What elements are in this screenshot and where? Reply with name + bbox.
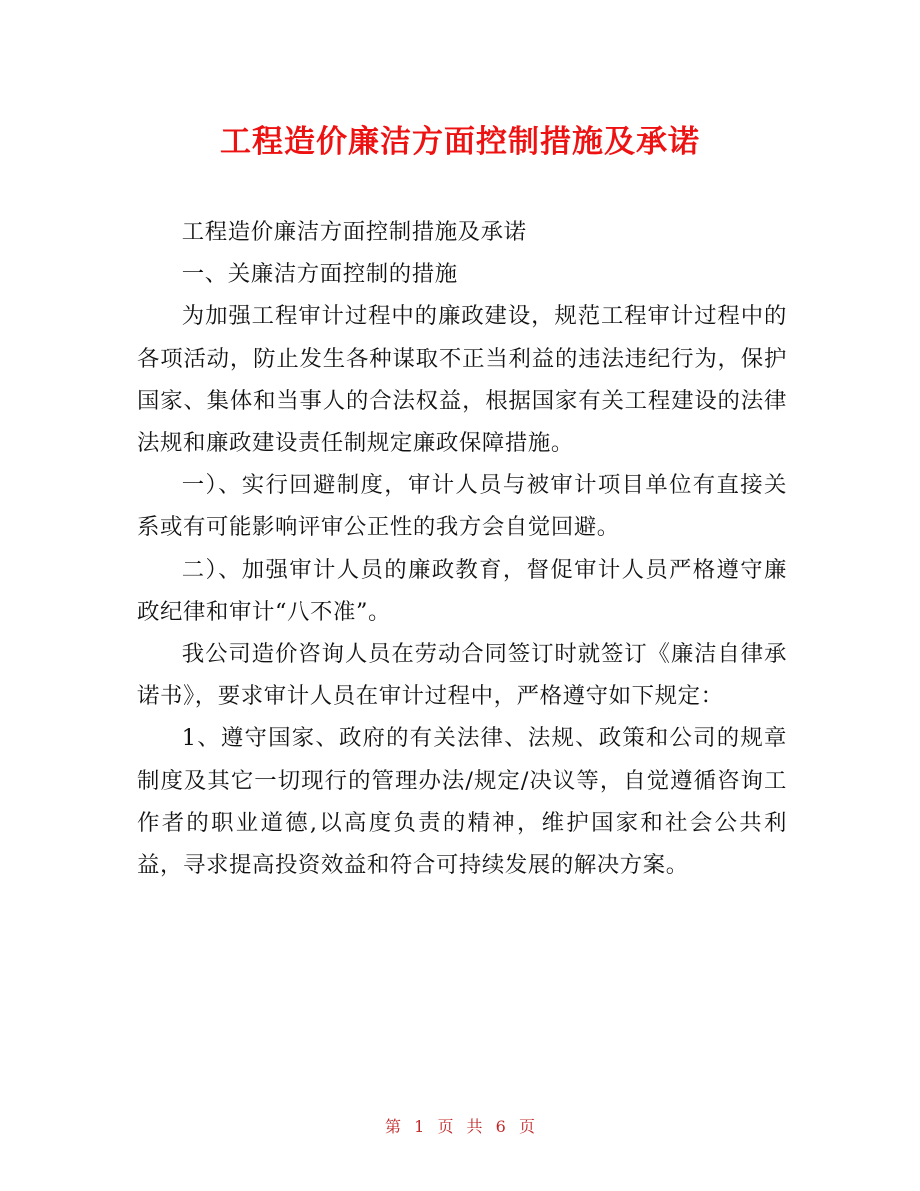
- paragraph-commitment: 我公司造价咨询人员在劳动合同签订时就签订《廉洁自律承诺书》，要求审计人员在审计过程中，严格遵守如下规定：: [137, 641, 787, 710]
- paragraph-rule-1: 1、遵守国家、政府的有关法律、法规、政策和公司的规章制度及其它一切现行的管理办法/规定/决议等，自觉遵循咨询工作者的职业道德,以高度负责的精神，维护国家和社会公共利益，寻求提高投资效益和符合可持续发展的解决方案。: [137, 725, 787, 879]
- paragraph-section-heading: 一、关廉洁方面控制的措施: [181, 261, 458, 288]
- footer-di: 第: [385, 1117, 402, 1136]
- footer-page-number: 1: [414, 1117, 425, 1136]
- document-title: 工程造价廉洁方面控制措施及承诺: [220, 124, 700, 160]
- paragraph-intro: 为加强工程审计过程中的廉政建设，规范工程审计过程中的各项活动，防止发生各种谋取不正当利益的违法违纪行为，保护国家、集体和当事人的合法权益，根据国家有关工程建设的法律法规和廉政建设责任制规定廉政保障措施。: [137, 303, 787, 457]
- footer-gong: 共: [466, 1117, 483, 1136]
- page-footer: [0, 1114, 920, 1137]
- document-body: [137, 211, 787, 886]
- footer-ye-end: 页: [518, 1117, 535, 1136]
- footer-ye: 页: [437, 1117, 454, 1136]
- paragraph-subtitle: 工程造价廉洁方面控制措施及承诺: [181, 219, 527, 245]
- paragraph-measure-2: 二）、加强审计人员的廉政教育，督促审计人员严格遵守廉政纪律和审计“八不准”。: [137, 556, 787, 625]
- paragraph-measure-1: 一）、实行回避制度，审计人员与被审计项目单位有直接关系或有可能影响评审公正性的我方会自觉回避。: [137, 472, 787, 541]
- footer-total-pages: 6: [495, 1117, 506, 1136]
